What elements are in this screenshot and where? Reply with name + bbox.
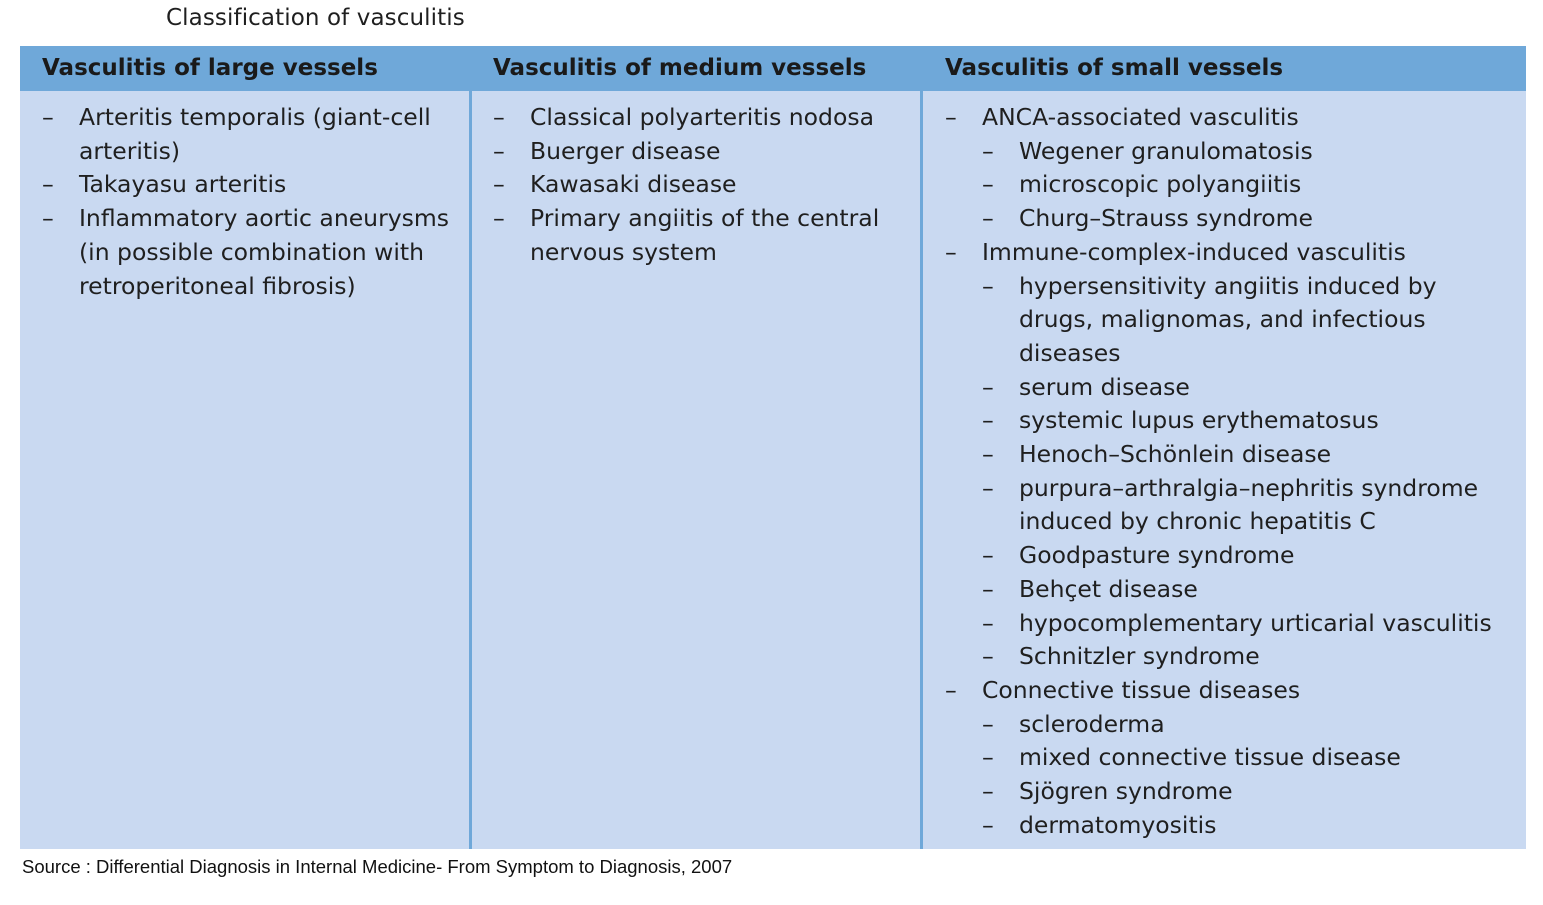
column-divider (920, 91, 923, 849)
table-caption: Classification of vasculitis (166, 5, 465, 31)
list-item (42, 101, 467, 168)
sub-list-item (945, 573, 1523, 607)
list-item-text: (in possible combination with (79, 237, 425, 266)
dash-bullet: – (945, 103, 957, 131)
list-item-text: Connective tissue diseases (982, 675, 1301, 704)
list-item-text: dermatomyositis (1019, 810, 1217, 839)
list-item (42, 168, 467, 202)
dash-bullet: – (982, 574, 994, 603)
header-large-vessels: Vasculitis of large vessels (42, 55, 378, 81)
dash-bullet: – (982, 541, 994, 570)
header-small-vessels: Vasculitis of small vessels (945, 55, 1284, 81)
sub-list-item (945, 270, 1523, 371)
sub-list-item (945, 168, 1523, 202)
list-item (945, 674, 1523, 708)
list-item-text: Churg–Strauss syndrome (1019, 204, 1313, 233)
list-item-text: Classical polyarteritis nodosa (530, 103, 874, 131)
column-medium-vessels (493, 101, 913, 270)
dash-bullet: – (982, 170, 994, 199)
list-item-text: Inflammatory aortic aneurysms (79, 204, 450, 233)
dash-bullet: – (945, 675, 957, 704)
list-item-text: drugs, malignomas, and infectious (1019, 305, 1426, 334)
list-item-text: hypersensitivity angiitis induced by (1019, 271, 1437, 300)
sub-list-item (945, 775, 1523, 809)
dash-bullet: – (982, 473, 994, 502)
list-item-text: Buerger disease (530, 136, 721, 165)
column-divider (469, 91, 472, 849)
list-item-text: serum disease (1019, 372, 1190, 401)
list-item-text: scleroderma (1019, 709, 1165, 738)
list-item-text: Immune-complex-induced vasculitis (982, 237, 1406, 266)
list-item-text: systemic lupus erythematosus (1019, 406, 1379, 435)
dash-bullet: – (982, 372, 994, 401)
table-header-row (20, 46, 1526, 91)
dash-bullet: – (42, 204, 54, 233)
list-item-text: Kawasaki disease (530, 170, 737, 199)
column-large-vessels (42, 101, 467, 303)
sub-list-item (945, 640, 1523, 674)
dash-bullet: – (982, 608, 994, 637)
list-item-text: arteritis) (79, 136, 181, 165)
dash-bullet: – (493, 204, 505, 233)
sub-list-item (945, 741, 1523, 775)
dash-bullet: – (982, 810, 994, 839)
sub-list-item (945, 472, 1523, 539)
list-item-text: Henoch–Schönlein disease (1019, 440, 1332, 469)
list-item-text: Primary angiitis of the central (530, 204, 880, 233)
dash-bullet: – (982, 440, 994, 469)
list-item-text: purpura–arthralgia–nephritis syndrome (1019, 473, 1479, 502)
dash-bullet: – (982, 743, 994, 772)
list-item (493, 135, 913, 169)
list-item-text: Arteritis temporalis (giant-cell (79, 103, 431, 131)
sub-list-item (945, 371, 1523, 405)
list-item (945, 236, 1523, 270)
list-item-text: induced by chronic hepatitis C (1019, 507, 1376, 536)
dash-bullet: – (982, 204, 994, 233)
list-item-text: hypocomplementary urticarial vasculitis (1019, 608, 1492, 637)
list-item-text: retroperitoneal fibrosis) (79, 271, 356, 300)
list-item (493, 202, 913, 269)
list-item-text: mixed connective tissue disease (1019, 743, 1401, 772)
dash-bullet: – (493, 136, 505, 165)
source-citation: Source : Differential Diagnosis in Internal Medicine- From Symptom to Diagnosis, 2007 (22, 856, 733, 877)
list-item-text: Wegener granulomatosis (1019, 136, 1313, 165)
list-item-text: Takayasu arteritis (79, 170, 287, 199)
dash-bullet: – (982, 136, 994, 165)
sub-list-item (945, 607, 1523, 641)
sub-list-item (945, 708, 1523, 742)
list-item-text: Behçet disease (1019, 574, 1198, 603)
dash-bullet: – (982, 777, 994, 806)
vasculitis-classification-table (20, 46, 1526, 849)
sub-list-item (945, 438, 1523, 472)
dash-bullet: – (42, 170, 54, 199)
dash-bullet: – (493, 170, 505, 199)
dash-bullet: – (982, 709, 994, 738)
dash-bullet: – (982, 642, 994, 671)
list-item (493, 101, 913, 135)
dash-bullet: – (493, 103, 505, 131)
header-medium-vessels: Vasculitis of medium vessels (493, 55, 867, 81)
list-item-text: ANCA-associated vasculitis (982, 103, 1299, 131)
list-item (945, 101, 1523, 135)
list-item (493, 168, 913, 202)
list-item-text: diseases (1019, 338, 1121, 367)
list-item-text: Schnitzler syndrome (1019, 642, 1260, 671)
dash-bullet: – (945, 237, 957, 266)
list-item-text: microscopic polyangiitis (1019, 170, 1302, 199)
dash-bullet: – (982, 271, 994, 300)
dash-bullet: – (982, 406, 994, 435)
sub-list-item (945, 135, 1523, 169)
list-item (42, 202, 467, 303)
list-item-text: nervous system (530, 237, 717, 266)
list-item-text: Sjögren syndrome (1019, 777, 1233, 806)
sub-list-item (945, 539, 1523, 573)
sub-list-item (945, 404, 1523, 438)
sub-list-item (945, 202, 1523, 236)
list-item-text: Goodpasture syndrome (1019, 541, 1295, 570)
dash-bullet: – (42, 103, 54, 131)
column-small-vessels (945, 101, 1523, 842)
sub-list-item (945, 809, 1523, 843)
